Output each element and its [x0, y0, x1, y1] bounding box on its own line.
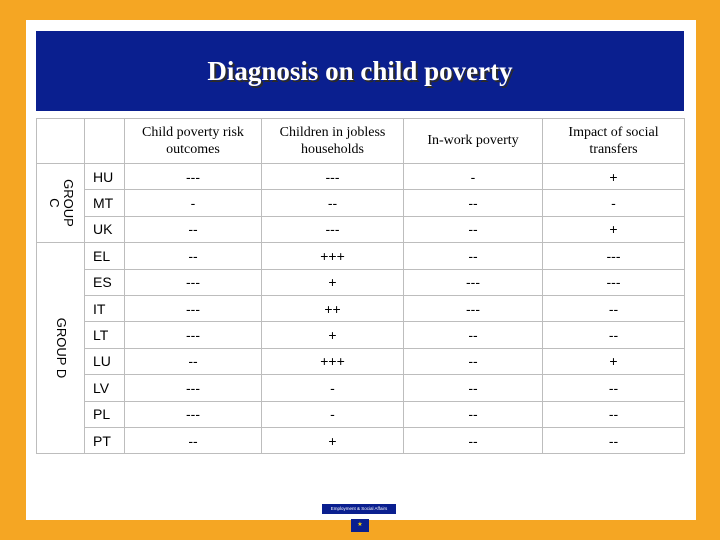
value-cell: -- — [543, 401, 685, 427]
value-cell: - — [543, 190, 685, 216]
value-cell: - — [262, 375, 404, 401]
group-c-cell — [37, 164, 85, 243]
value-cell: --- — [543, 243, 685, 269]
diagnosis-table — [36, 118, 685, 454]
country-cell: LV — [85, 375, 125, 401]
value-cell: --- — [125, 375, 262, 401]
table-row — [37, 322, 685, 348]
value-cell: - — [404, 164, 543, 190]
country-cell: EL — [85, 243, 125, 269]
country-cell: LU — [85, 348, 125, 374]
value-cell: --- — [125, 401, 262, 427]
value-cell: -- — [262, 190, 404, 216]
table-row — [37, 348, 685, 374]
value-cell: +++ — [262, 243, 404, 269]
value-cell: -- — [404, 216, 543, 242]
value-cell: + — [543, 164, 685, 190]
value-cell: --- — [125, 164, 262, 190]
country-cell: UK — [85, 216, 125, 242]
value-cell: -- — [404, 243, 543, 269]
country-cell: HU — [85, 164, 125, 190]
value-cell: + — [262, 427, 404, 453]
country-cell: IT — [85, 295, 125, 321]
value-cell: -- — [543, 295, 685, 321]
value-cell: -- — [125, 216, 262, 242]
value-cell: -- — [543, 322, 685, 348]
header-social-transfers: Impact of social transfers — [543, 119, 685, 164]
table-row — [37, 216, 685, 242]
value-cell: -- — [404, 401, 543, 427]
header-child-poverty-risk: Child poverty risk outcomes — [125, 119, 262, 164]
value-cell: -- — [543, 375, 685, 401]
country-cell: ES — [85, 269, 125, 295]
value-cell: --- — [125, 322, 262, 348]
slide — [26, 20, 696, 528]
country-cell: LT — [85, 322, 125, 348]
table-row — [37, 375, 685, 401]
value-cell: -- — [404, 322, 543, 348]
header-row — [37, 119, 685, 164]
country-cell: MT — [85, 190, 125, 216]
group-c-label: GROUP C — [46, 179, 76, 227]
eu-flag-icon: ★ — [351, 519, 369, 532]
table-row — [37, 295, 685, 321]
table-row — [37, 164, 685, 190]
header-in-work-poverty: In-work poverty — [404, 119, 543, 164]
value-cell: ++ — [262, 295, 404, 321]
value-cell: - — [262, 401, 404, 427]
value-cell: + — [543, 348, 685, 374]
value-cell: + — [262, 322, 404, 348]
value-cell: --- — [262, 216, 404, 242]
country-cell: PT — [85, 427, 125, 453]
value-cell: --- — [404, 295, 543, 321]
value-cell: -- — [404, 190, 543, 216]
value-cell: --- — [125, 295, 262, 321]
value-cell: --- — [404, 269, 543, 295]
value-cell: -- — [125, 348, 262, 374]
table-row — [37, 401, 685, 427]
corner-cell — [37, 119, 85, 164]
country-cell: PL — [85, 401, 125, 427]
table-row — [37, 243, 685, 269]
group-d-label: GROUP D — [53, 318, 69, 379]
corner-cell — [85, 119, 125, 164]
table-row — [37, 269, 685, 295]
group-d-cell — [37, 243, 85, 454]
value-cell: -- — [404, 375, 543, 401]
table-row — [37, 190, 685, 216]
value-cell: -- — [404, 427, 543, 453]
value-cell: -- — [125, 243, 262, 269]
value-cell: --- — [125, 269, 262, 295]
value-cell: -- — [125, 427, 262, 453]
value-cell: + — [543, 216, 685, 242]
title-bar — [36, 31, 684, 111]
value-cell: - — [125, 190, 262, 216]
slide-title: Diagnosis on child poverty — [207, 55, 513, 86]
value-cell: + — [262, 269, 404, 295]
logo-text: Employment & Social Affairs — [322, 504, 396, 514]
table-row — [37, 427, 685, 453]
value-cell: +++ — [262, 348, 404, 374]
value-cell: --- — [543, 269, 685, 295]
employment-social-affairs-logo — [322, 504, 398, 538]
value-cell: -- — [404, 348, 543, 374]
value-cell: -- — [543, 427, 685, 453]
header-jobless-households: Children in jobless households — [262, 119, 404, 164]
value-cell: --- — [262, 164, 404, 190]
